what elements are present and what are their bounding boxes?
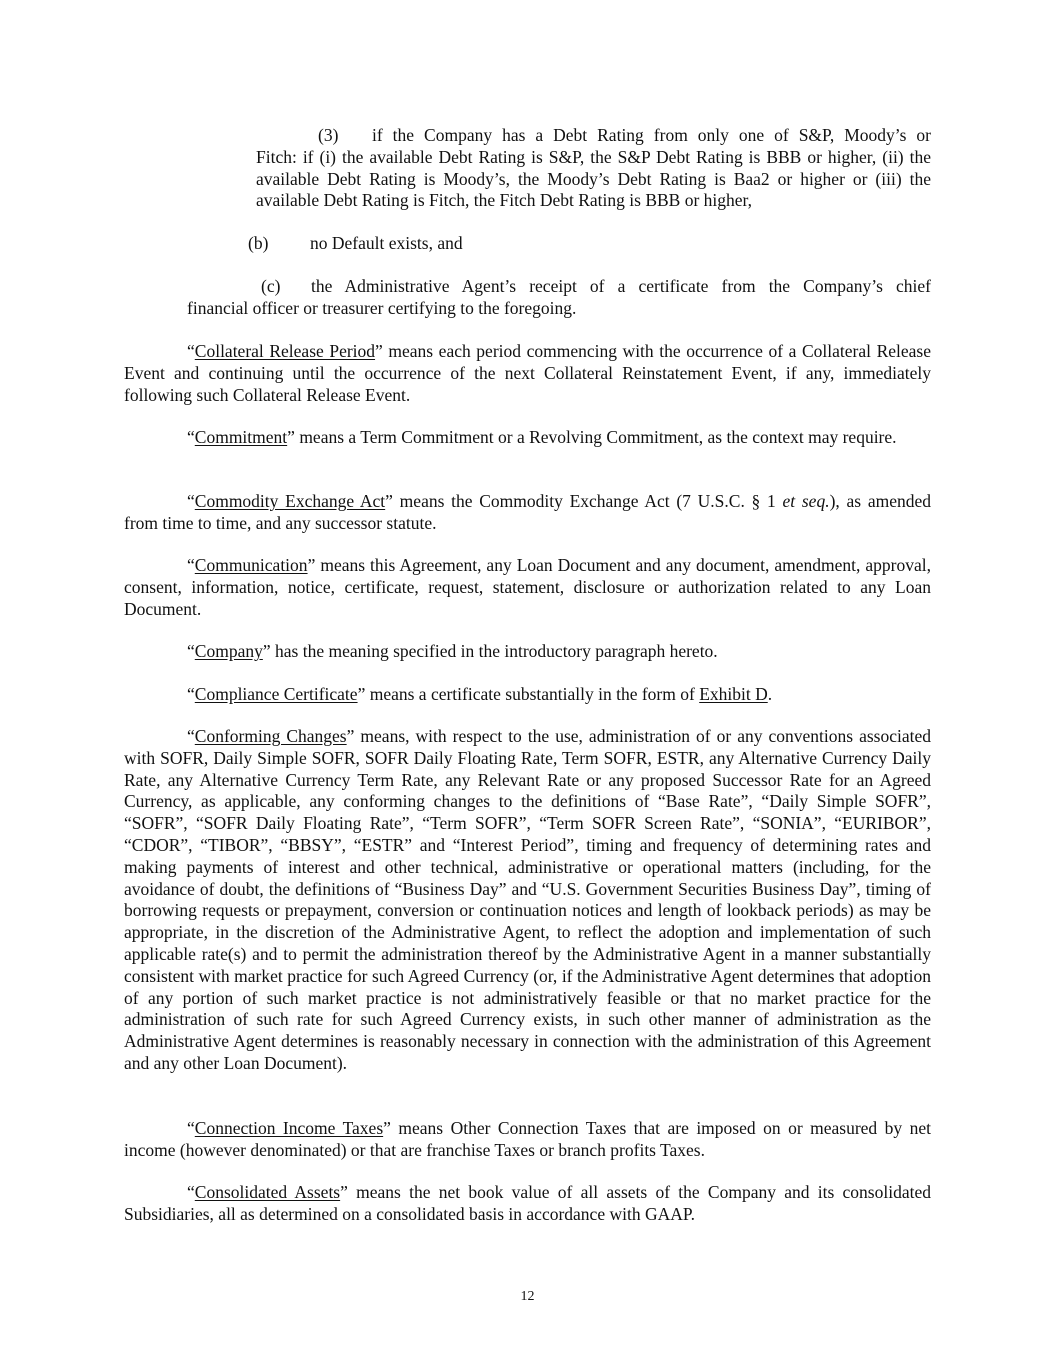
term-compliance-certificate: Compliance Certificate [194,684,358,704]
clause-a3-label: (3) [318,125,339,145]
definition-commodity-exchange-act: “Commodity Exchange Act” means the Commodity Exchange Act (7 U.S.C. § 1 et seq.), as amended from time to time, and any successor statute. [124,491,932,533]
definition-body: means the Commodity Exchange Act (7 U.S.C. § 1 [392,491,783,511]
definition-body-end: ), as amended from time to time, and any successor statute. [124,491,932,533]
clause-c [187,276,931,320]
clause-c-first-text: the Administrative Agent’s receipt of a certificate from the Company’s chief [311,276,931,296]
clause-a3-first-text: if the Company has a Debt Rating from only one of S&P, Moody’s or [372,125,931,145]
clause-a3 [256,125,931,212]
exhibit-d-link[interactable]: Exhibit D [699,684,768,704]
term-commitment: Commitment [194,427,288,447]
term-company: Company [194,641,263,661]
definition-body: has the meaning specified in the introductory paragraph hereto. [270,641,718,661]
definition-body-end: . [767,684,773,704]
definition-body: means, with respect to the use, administration of or any conventions associated with SOFR, Daily Simple SOFR, SOFR Daily Floating Rate, Term SOFR, ESTR, any Alternative Currency Daily Rate, any Alternative Currency Term Rate, any Relevant Rate or any proposed Successor Rate for an Agreed Currency, as applicable, any conforming changes to the definitions of “Base Rate”, “Daily Simple SOFR”, “SOFR”, “SOFR Daily Floating Rate”, “Term SOFR”, “Term SOFR Screen Rate”, “SONIA”, “EURIBOR”, “CDOR”, “TIBOR”, “BBSY”, “ESTR” and “Interest Period”, timing and frequency of determining rates and making payments of interest and other technical, administrative or operational matters (including, for the avoidance of doubt, the definitions of “Business Day” and “U.S. Government Securities Business Day”, timing of borrowing requests or prepayment, conversion or continuation notices and length of lookback periods) as may be appropriate, in the discretion of the Administrative Agent, to reflect the adoption and implementation of such applicable rate(s) and to permit the administration thereof by the Administrative Agent in a manner substantially consistent with market practice for such Agreed Currency (or, if the Administrative Agent determines that adoption of any portion of such market practice is not administratively feasible or that no market practice for the administration of such rate for such Agreed Currency exists, in such other manner of administration as the Administrative Agent determines is reasonably necessary in connection with the administration of this Agreement and any other Loan Document). [124,726,931,1073]
term-consolidated-assets: Consolidated Assets [194,1182,341,1202]
term-collateral-release-period: Collateral Release Period [194,341,376,361]
clause-a3-rest: Fitch: if (i) the available Debt Rating is S&P, the S&P Debt Rating is BBB or higher, (ii) the available Debt Rating is Moody’s, the Moody’s Debt Rating is Baa2 or higher or (iii) the available Debt Rating is Fitch, the Fitch Debt Rating is BBB or higher, [256,146,931,211]
definition-body: means each period commencing with the occurrence of a Collateral Release Event and continuing until the occurrence of the next Collateral Reinstatement Event, if any, immediately following such Collateral Release Event. [124,341,931,405]
clause-c-first-line [187,276,931,298]
term-conforming-changes: Conforming Changes [194,726,347,746]
definition-connection-income-taxes: “Connection Income Taxes” means Other Connection Taxes that are imposed on or measured by net income (however denominated) or that are franchise Taxes or branch profits Taxes. [124,1118,931,1160]
definition-body: means this Agreement, any Loan Document and any document, amendment, approval, consent, information, notice, certificate, request, statement, disclosure or authorization related to any Loan Document. [124,555,931,619]
definition-compliance-certificate: “Compliance Certificate” means a certificate substantially in the form of Exhibit D. [187,684,773,704]
definition-collateral-release-period: “Collateral Release Period” means each period commencing with the occurrence of a Collateral Release Event and continuing until the occurrence of the next Collateral Reinstatement Event, if any, immediately following such Collateral Release Event. [124,341,931,405]
definition-body: means a certificate substantially in the form of [365,684,700,704]
definition-conforming-changes: “Conforming Changes” means, with respect to the use, administration of or any conventions associated with SOFR, Daily Simple SOFR, SOFR Daily Floating Rate, Term SOFR, ESTR, any Alternative Currency Daily Rate, any Alternative Currency Term Rate, any Relevant Rate or any proposed Successor Rate for an Agreed Currency, as applicable, any conforming changes to the definitions of “Base Rate”, “Daily Simple SOFR”, “SOFR”, “SOFR Daily Floating Rate”, “Term SOFR”, “Term SOFR Screen Rate”, “SONIA”, “EURIBOR”, “CDOR”, “TIBOR”, “BBSY”, “ESTR” and “Interest Period”, timing and frequency of determining rates and making payments of interest and other technical, administrative or operational matters (including, for the avoidance of doubt, the definitions of “Business Day” and “U.S. Government Securities Business Day”, timing of borrowing requests or prepayment, conversion or continuation notices and length of lookback periods) as may be appropriate, in the discretion of the Administrative Agent, to reflect the adoption and implementation of such applicable rate(s) and to permit the administration thereof by the Administrative Agent in a manner substantially consistent with market practice for such Agreed Currency (or, if the Administrative Agent determines that adoption of any portion of such market practice is not administratively feasible or that no market practice for the administration of such rate for such Agreed Currency exists, in such other manner of administration as the Administrative Agent determines is reasonably necessary in connection with the administration of this Agreement and any other Loan Document). [124,726,931,1073]
clause-c-rest: financial officer or treasurer certifying to the foregoing. [187,297,577,318]
clause-b-text: no Default exists, and [310,233,463,253]
definition-communication: “Communication” means this Agreement, any Loan Document and any document, amendment, approval, consent, information, notice, certificate, request, statement, disclosure or authorization related to any Loan Document. [124,555,931,619]
term-communication: Communication [194,555,308,575]
definition-body: means the net book value of all assets of the Company and its consolidated Subsidiaries, all as determined on a consolidated basis in accordance with GAAP. [124,1182,931,1224]
term-connection-income-taxes: Connection Income Taxes [194,1118,384,1138]
italic-citation: et seq. [782,491,830,511]
definition-body: means a Term Commitment or a Revolving Commitment, as the context may require. [294,427,897,447]
clause-b [248,233,931,255]
definition-commitment: “Commitment” means a Term Commitment or a Revolving Commitment, as the context may require. [187,427,897,447]
clause-c-label: (c) [261,276,281,296]
term-commodity-exchange-act: Commodity Exchange Act [194,491,386,511]
definition-company: “Company” has the meaning specified in the introductory paragraph hereto. [187,641,718,661]
page-number: 12 [520,1289,535,1304]
clause-b-label: (b) [248,233,269,253]
definition-body: means Other Connection Taxes that are imposed on or measured by net income (however denominated) or that are franchise Taxes or branch profits Taxes. [124,1118,931,1160]
definition-consolidated-assets: “Consolidated Assets” means the net book value of all assets of the Company and its consolidated Subsidiaries, all as determined on a consolidated basis in accordance with GAAP. [124,1182,931,1224]
clause-a3-first-line [256,125,931,147]
